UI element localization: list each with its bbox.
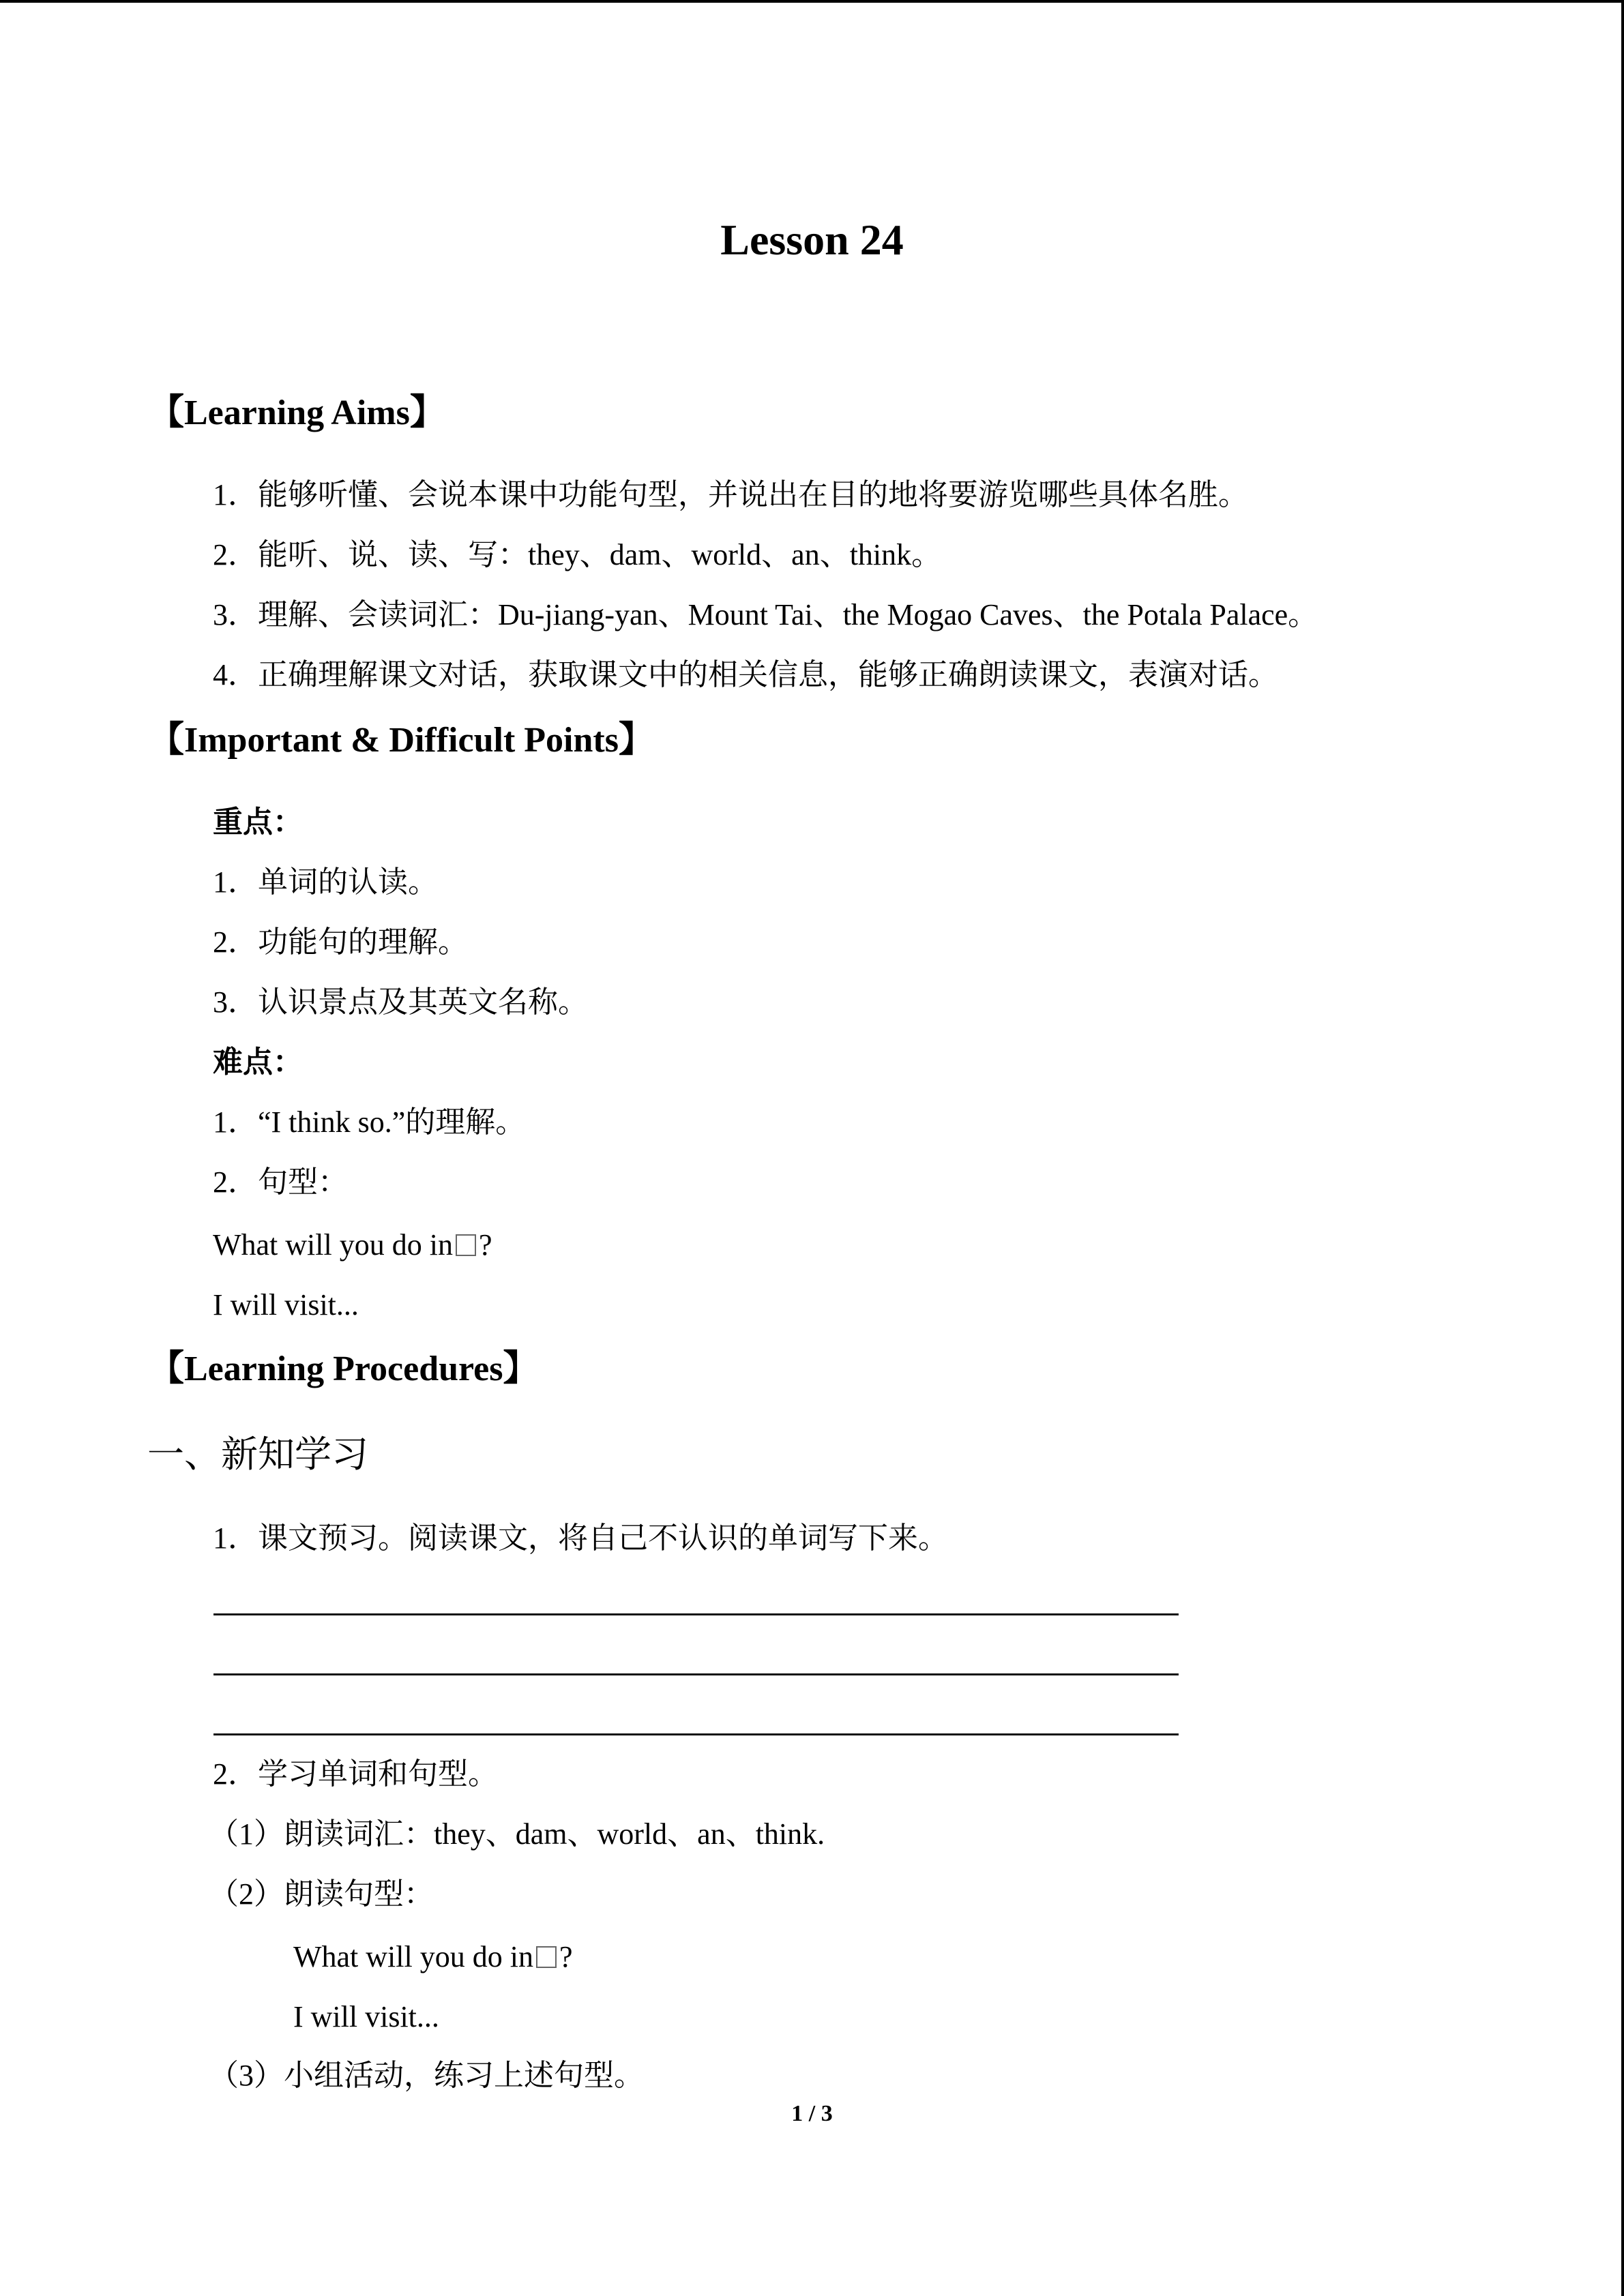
writing-line[interactable] [213, 1733, 1179, 1735]
section-heading-learning-aims: 【Learning Aims】 [149, 393, 445, 432]
page-title: Lesson 24 [720, 215, 904, 264]
sentence-text: What will you do in [213, 1228, 453, 1262]
difficult-point-item: 1．“I think so.”的理解。 [213, 1105, 526, 1139]
step-2-3-group-activity: （3）小组活动，练习上述句型。 [209, 2059, 644, 2092]
key-point-item: 2．功能句的理解。 [213, 925, 468, 959]
part-one-title: 一、新知学习 [147, 1434, 368, 1475]
pattern-question [293, 1938, 573, 1976]
question-mark: ? [478, 1228, 492, 1262]
aim-item: 2．能听、说、读、写：they、dam、world、an、think。 [213, 538, 942, 571]
step-2-2-patterns: （2）朗读句型： [209, 1877, 434, 1911]
page-border-right [1621, 0, 1624, 2296]
page-border-top [0, 0, 1624, 3]
sentence-pattern-answer: I will visit... [213, 1288, 359, 1322]
key-points-label: 重点： [213, 805, 303, 839]
key-point-item: 3．认识景点及其英文名称。 [213, 985, 588, 1019]
pattern-text: What will you do in [293, 1940, 533, 1973]
blank-box-icon [536, 1946, 557, 1968]
sentence-pattern-question [213, 1226, 492, 1264]
aim-item: 1．能够听懂、会说本课中功能句型，并说出在目的地将要游览哪些具体名胜。 [213, 478, 1248, 511]
difficult-point-item: 2．句型： [213, 1165, 348, 1199]
aim-item: 4．正确理解课文对话，获取课文中的相关信息，能够正确朗读课文，表演对话。 [213, 658, 1278, 691]
page-number: 1 / 3 [791, 2101, 833, 2126]
section-heading-learning-procedures: 【Learning Procedures】 [149, 1350, 539, 1388]
aim-item: 3．理解、会读词汇：Du-jiang-yan、Mount Tai、the Mogao Caves、the Potala Palace。 [213, 598, 1318, 631]
key-point-item: 1．单词的认读。 [213, 865, 438, 899]
difficult-points-label: 难点： [213, 1045, 303, 1079]
step-2-title: 2．学习单词和句型。 [213, 1757, 498, 1791]
question-mark: ? [559, 1940, 573, 1973]
step-2-1-vocabulary: （1）朗读词汇：they、dam、world、an、think. [209, 1817, 825, 1851]
section-heading-important-difficult: 【Important & Difficult Points】 [149, 721, 654, 760]
step-1-preview: 1．课文预习。阅读课文，将自己不认识的单词写下来。 [213, 1521, 948, 1555]
blank-box-icon [456, 1234, 476, 1256]
writing-line[interactable] [213, 1613, 1179, 1615]
writing-line[interactable] [213, 1673, 1179, 1675]
pattern-answer: I will visit... [293, 2000, 439, 2033]
